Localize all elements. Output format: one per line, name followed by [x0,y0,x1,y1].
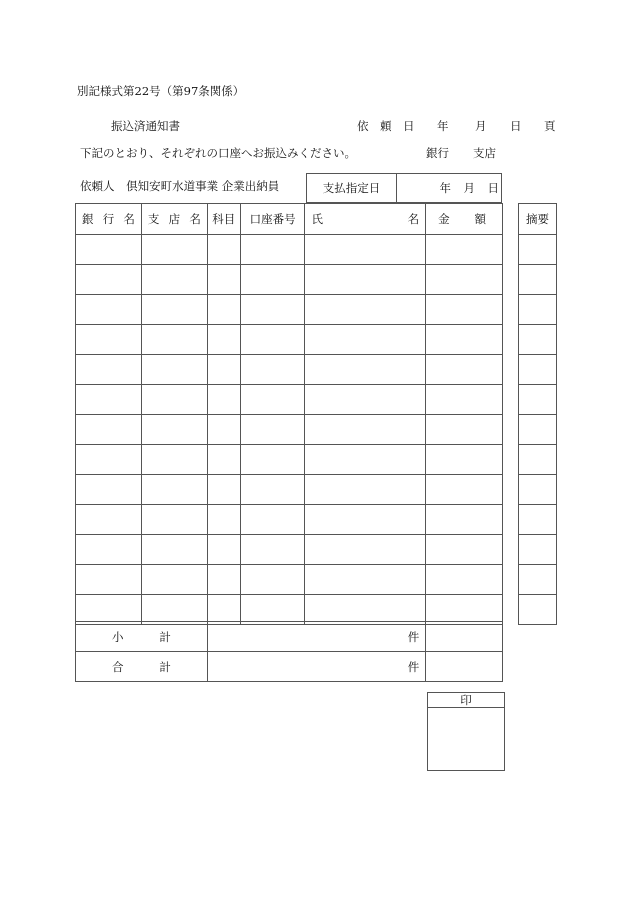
table-row [76,265,503,295]
remarks-row [519,535,557,565]
subject-cell [207,565,240,595]
bank-name-cell [76,355,142,385]
requester [80,181,279,193]
bank-name-cell [76,415,142,445]
branch-name-cell [141,595,207,625]
account-number-cell [240,595,305,625]
remarks-header-row [519,204,557,235]
total-count: 件 [207,652,425,682]
branch-name-header: 支 店 名 [141,204,207,235]
account-number-cell [240,385,305,415]
amount-cell [426,595,503,625]
remarks-cell [519,295,557,325]
table-row [76,565,503,595]
amount-cell [426,445,503,475]
table-row [76,475,503,505]
payment-date-label: 支払指定日 [307,174,397,203]
subject-cell [207,325,240,355]
bank-label: 銀行 [426,146,449,160]
bank-name-cell [76,295,142,325]
amount-cell [426,235,503,265]
bank-name-cell [76,445,142,475]
transfer-table [75,203,503,625]
remarks-row [519,505,557,535]
payee-name-cell [305,595,426,625]
amount-cell [426,385,503,415]
totals-table [75,621,503,682]
bank-name-cell [76,505,142,535]
amount-cell [426,325,503,355]
bank-name-cell [76,535,142,565]
account-number-cell [240,235,305,265]
bank-name-cell [76,325,142,355]
requester-name: 倶知安町水道事業 企業出納員 [126,179,280,193]
branch-name-cell [141,295,207,325]
subject-cell [207,445,240,475]
table-row [76,235,503,265]
payee-name-cell [305,385,426,415]
remarks-cell [519,415,557,445]
document-title: 振込済通知書 [111,119,180,133]
remarks-cell [519,595,557,625]
amount-cell [426,415,503,445]
remarks-cell [519,355,557,385]
account-number-cell [240,565,305,595]
requester-label: 依頼人 [80,179,115,193]
remarks-row [519,415,557,445]
remarks-cell [519,325,557,355]
payment-date-month: 月 [463,180,475,195]
remarks-cell [519,535,557,565]
remarks-row [519,295,557,325]
table-row [76,415,503,445]
branch-name-cell [141,265,207,295]
subject-cell [207,475,240,505]
account-number-cell [240,415,305,445]
subtotal-count: 件 [207,622,425,652]
amount-cell [426,535,503,565]
remarks-row [519,325,557,355]
branch-name-cell [141,415,207,445]
payee-name-cell [305,445,426,475]
branch-label: 支店 [473,146,496,160]
account-number-cell [240,325,305,355]
table-row [76,445,503,475]
table-row [76,355,503,385]
account-number-cell [240,475,305,505]
subtotal-label: 小 計 [76,622,208,652]
bank-name-cell [76,385,142,415]
payee-name-cell [305,475,426,505]
payee-name-cell [305,505,426,535]
branch-name-cell [141,505,207,535]
account-number-cell [240,355,305,385]
account-number-header: 口座番号 [240,204,305,235]
amount-cell [426,355,503,385]
payee-name-cell [305,295,426,325]
subject-cell [207,265,240,295]
amount-cell [426,295,503,325]
remarks-row [519,565,557,595]
account-number-cell [240,295,305,325]
table-row [76,505,503,535]
bank-name-cell [76,265,142,295]
remarks-table [518,203,557,625]
remarks-cell [519,505,557,535]
request-date-label: 依 頼 日 [357,119,415,133]
remarks-cell [519,445,557,475]
total-row [76,652,503,682]
payment-date-value [397,174,502,203]
request-date-day: 日 [510,119,522,133]
subject-cell [207,415,240,445]
remarks-row [519,475,557,505]
table-row [76,325,503,355]
branch-name-cell [141,535,207,565]
subject-cell [207,595,240,625]
remarks-row [519,355,557,385]
payment-date-box [306,173,502,203]
amount-header: 金 額 [426,204,503,235]
total-label: 合 計 [76,652,208,682]
branch-name-cell [141,445,207,475]
subtotal-row [76,622,503,652]
remarks-cell [519,265,557,295]
branch-name-cell [141,235,207,265]
bank-name-cell [76,565,142,595]
page-label: 頁 [544,119,556,133]
payee-name-cell [305,535,426,565]
table-row [76,595,503,625]
payee-name-header: 氏 名 [305,204,426,235]
remarks-cell [519,385,557,415]
account-number-cell [240,265,305,295]
amount-cell [426,565,503,595]
bank-name-cell [76,595,142,625]
remarks-cell [519,565,557,595]
seal-label: 印 [428,693,504,708]
payee-name-cell [305,265,426,295]
payee-name-cell [305,325,426,355]
remarks-row [519,265,557,295]
amount-cell [426,265,503,295]
account-number-cell [240,445,305,475]
table-row [76,385,503,415]
instruction-text: 下記のとおり、それぞれの口座へお振込みください。 [80,146,356,160]
subject-cell [207,385,240,415]
request-date-year: 年 [437,119,449,133]
remarks-cell [519,475,557,505]
remarks-cell [519,235,557,265]
payee-name-cell [305,355,426,385]
payment-date-day: 日 [487,180,499,195]
subject-cell [207,235,240,265]
branch-name-cell [141,325,207,355]
account-number-cell [240,505,305,535]
amount-cell [426,475,503,505]
remarks-header: 摘要 [519,204,557,235]
form-reference: 別記様式第22号（第97条関係） [77,84,245,98]
table-row [76,535,503,565]
branch-name-cell [141,355,207,385]
remarks-row [519,595,557,625]
table-header-row [76,204,503,235]
bank-name-header: 銀 行 名 [76,204,142,235]
subtotal-amount [426,622,503,652]
bank-name-cell [76,475,142,505]
remarks-row [519,385,557,415]
subject-cell [207,355,240,385]
subject-cell [207,535,240,565]
branch-name-cell [141,385,207,415]
branch-name-cell [141,475,207,505]
account-number-cell [240,535,305,565]
seal-box [427,692,505,771]
subject-header: 科目 [207,204,240,235]
request-date [0,121,630,135]
payee-name-cell [305,235,426,265]
payee-name-cell [305,415,426,445]
subject-cell [207,505,240,535]
amount-cell [426,505,503,535]
request-date-month: 月 [475,119,487,133]
branch-name-cell [141,565,207,595]
remarks-row [519,445,557,475]
total-amount [426,652,503,682]
subject-cell [207,295,240,325]
bank-name-cell [76,235,142,265]
remarks-row [519,235,557,265]
payment-date-year: 年 [439,180,451,195]
payee-name-cell [305,565,426,595]
table-row [76,295,503,325]
